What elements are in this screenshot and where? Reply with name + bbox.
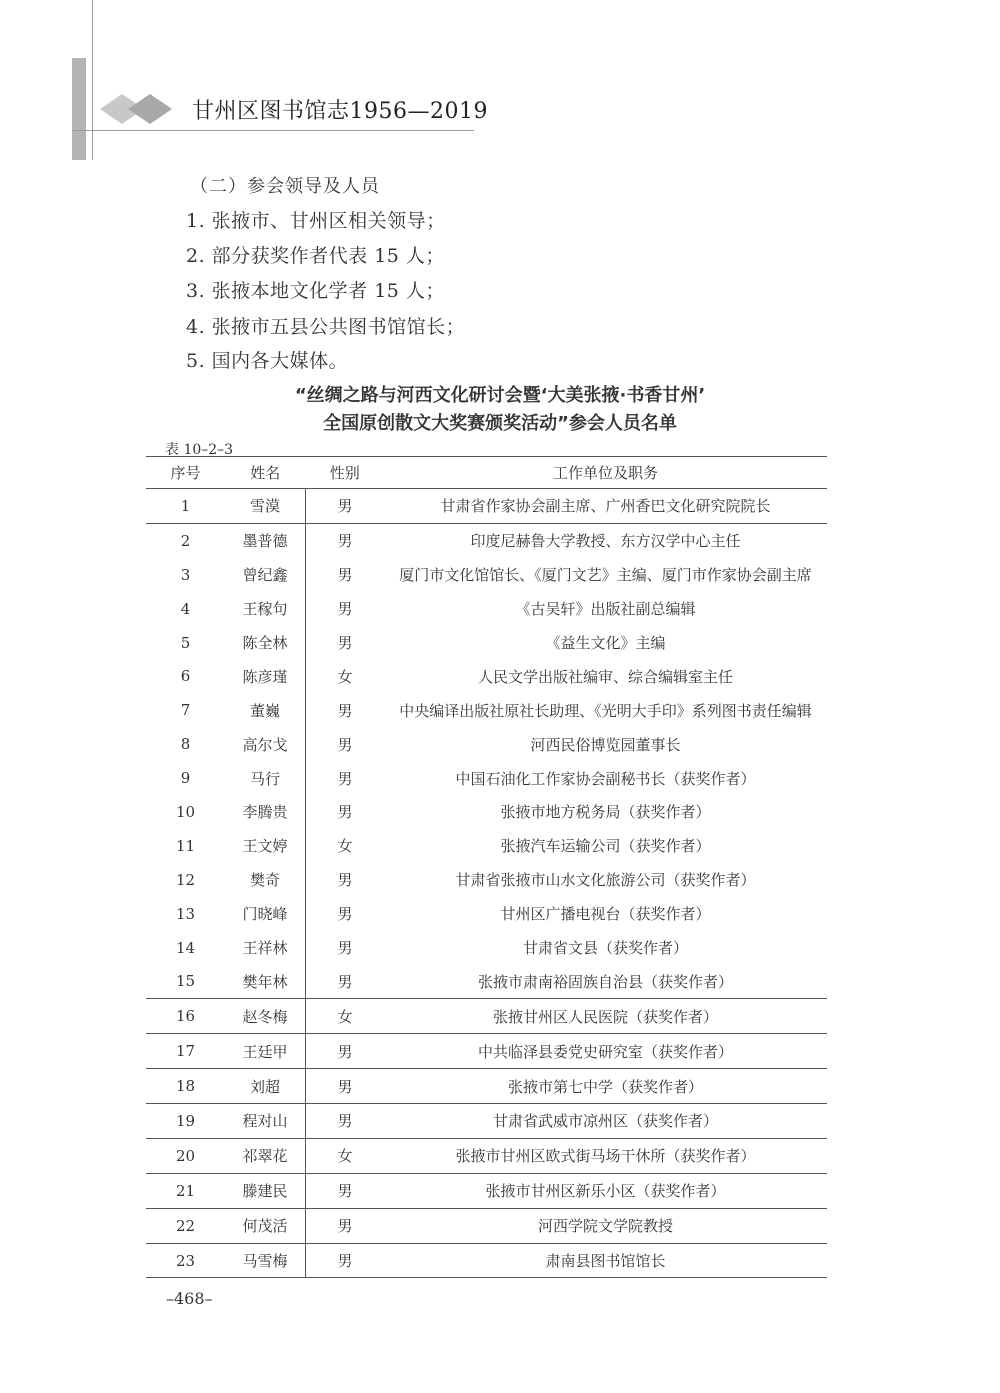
cell-gender: 男 bbox=[337, 939, 353, 958]
table-row bbox=[146, 659, 827, 693]
cell-number: 14 bbox=[175, 938, 196, 957]
cell-gender: 男 bbox=[337, 769, 353, 788]
list-item: 5. 国内各大媒体。 bbox=[186, 350, 349, 372]
table-row bbox=[146, 727, 827, 761]
cell-organization: 《古吴轩》出版社副总编辑 bbox=[515, 600, 696, 619]
header-horizontal-rule bbox=[72, 130, 474, 131]
table-title-line-2: 全国原创散文大奖赛颁奖活动”参会人员名单 bbox=[323, 413, 677, 434]
cell-organization: 河西民俗博览园董事长 bbox=[530, 735, 681, 754]
list-item: 4. 张掖市五县公共图书馆馆长； bbox=[186, 316, 466, 338]
table-row bbox=[146, 558, 827, 592]
cell-number: 1 bbox=[146, 489, 225, 524]
cell-organization: 中国石油化工作家协会副秘书长（获奖作者） bbox=[455, 769, 756, 788]
cell-number: 22 bbox=[146, 1208, 225, 1243]
cell-gender: 女 bbox=[306, 999, 385, 1034]
table-row bbox=[146, 1034, 827, 1069]
cell-gender: 男 bbox=[306, 489, 385, 524]
table-header-row bbox=[146, 457, 827, 489]
table-row bbox=[146, 795, 827, 829]
cell-organization: 甘肃省作家协会副主席、广州香巴文化研究院院长 bbox=[384, 489, 827, 524]
cell-organization: 厦门市文化馆馆长、《厦门文艺》主编、厦门市作家协会副主席 bbox=[399, 566, 812, 585]
cell-organization: 肃南县图书馆馆长 bbox=[384, 1243, 827, 1278]
cell-number: 13 bbox=[175, 904, 196, 923]
cell-name: 何茂活 bbox=[225, 1208, 306, 1243]
cell-name: 王文婷 bbox=[225, 829, 306, 863]
header-diamond-ornament bbox=[100, 92, 190, 126]
cell-name: 樊奇 bbox=[225, 863, 306, 897]
cell-organization: 张掖市地方税务局（获奖作者） bbox=[500, 803, 711, 822]
cell-organization: 人民文学出版社编审、综合编辑室主任 bbox=[477, 667, 733, 686]
cell-number: 19 bbox=[146, 1104, 225, 1139]
table-row bbox=[146, 1243, 827, 1278]
cell-gender: 男 bbox=[337, 735, 353, 754]
cell-name: 马雪梅 bbox=[225, 1243, 306, 1278]
cell-number: 2 bbox=[180, 531, 191, 550]
column-header-gender: 性别 bbox=[306, 457, 385, 489]
cell-organization: 张掖市第七中学（获奖作者） bbox=[384, 1069, 827, 1104]
cell-gender: 男 bbox=[337, 634, 353, 652]
cell-gender: 男 bbox=[306, 1208, 385, 1243]
cell-number: 4 bbox=[180, 599, 191, 618]
table-number-label: 表 10–2–3 bbox=[165, 442, 234, 458]
table-row bbox=[146, 1104, 827, 1139]
cell-name: 樊年林 bbox=[225, 964, 306, 998]
table-row bbox=[146, 693, 827, 727]
table-row bbox=[146, 1173, 827, 1208]
cell-number: 10 bbox=[175, 802, 196, 821]
table-row bbox=[146, 761, 827, 795]
table-row bbox=[146, 489, 827, 524]
column-header-organization: 工作单位及职务 bbox=[384, 457, 827, 489]
cell-organization: 中央编译出版社原社长助理、《光明大手印》系列图书责任编辑 bbox=[399, 701, 812, 720]
cell-gender: 女 bbox=[306, 1138, 385, 1173]
cell-organization: 甘州区广播电视台（获奖作者） bbox=[500, 905, 711, 924]
attendee-table bbox=[146, 456, 827, 1278]
column-header-name: 姓名 bbox=[225, 457, 306, 489]
cell-number: 21 bbox=[146, 1173, 225, 1208]
cell-number: 3 bbox=[180, 565, 191, 584]
cell-name: 曾纪鑫 bbox=[225, 558, 306, 592]
list-item: 3. 张掖本地文化学者 15 人； bbox=[186, 280, 445, 302]
cell-name: 王祥林 bbox=[225, 931, 306, 965]
cell-name: 王廷甲 bbox=[225, 1034, 306, 1069]
cell-gender: 男 bbox=[306, 964, 385, 998]
cell-number: 16 bbox=[146, 999, 225, 1034]
cell-number: 5 bbox=[180, 633, 191, 652]
table-row bbox=[146, 592, 827, 626]
cell-gender: 男 bbox=[337, 871, 353, 890]
table-row bbox=[146, 964, 827, 998]
cell-name: 董巍 bbox=[225, 693, 306, 727]
header-vertical-rule bbox=[92, 0, 93, 160]
cell-organization: 张掖市甘州区欧式街马场干休所（获奖作者） bbox=[384, 1138, 827, 1173]
cell-organization: 张掖甘州区人民医院（获奖作者） bbox=[384, 999, 827, 1034]
cell-organization: 张掖市肃南裕固族自治县（获奖作者） bbox=[384, 964, 827, 998]
cell-name: 刘超 bbox=[225, 1069, 306, 1104]
cell-gender: 男 bbox=[306, 1104, 385, 1139]
cell-number: 8 bbox=[180, 735, 191, 754]
cell-gender: 女 bbox=[337, 667, 353, 686]
cell-name: 滕建民 bbox=[225, 1173, 306, 1208]
table-row bbox=[146, 931, 827, 965]
column-header-number: 序号 bbox=[146, 457, 225, 489]
cell-number: 20 bbox=[146, 1138, 225, 1173]
cell-number: 11 bbox=[175, 836, 196, 855]
cell-number: 15 bbox=[146, 964, 225, 998]
cell-gender: 男 bbox=[337, 803, 353, 822]
cell-organization: 甘肃省文县（获奖作者） bbox=[522, 939, 688, 958]
cell-gender: 男 bbox=[337, 566, 353, 585]
cell-name: 墨普德 bbox=[225, 523, 306, 557]
cell-organization: 张掖汽车运输公司（获奖作者） bbox=[500, 837, 711, 856]
cell-name: 雪漠 bbox=[225, 489, 306, 524]
cell-number: 12 bbox=[175, 870, 196, 889]
cell-name: 马行 bbox=[225, 761, 306, 795]
table-row bbox=[146, 999, 827, 1034]
cell-gender: 男 bbox=[306, 1069, 385, 1104]
cell-name: 程对山 bbox=[225, 1104, 306, 1139]
table-title-line-1: “丝绸之路与河西文化研讨会暨‘大美张掖·书香甘州’ bbox=[294, 385, 706, 406]
cell-number: 6 bbox=[180, 667, 191, 686]
cell-gender: 男 bbox=[337, 600, 353, 619]
cell-name: 李腾贵 bbox=[225, 795, 306, 829]
cell-name: 王稼句 bbox=[225, 592, 306, 626]
header-gray-bar bbox=[72, 58, 86, 160]
cell-gender: 男 bbox=[306, 1173, 385, 1208]
cell-organization: 《益生文化》主编 bbox=[545, 634, 666, 652]
cell-organization: 中共临泽县委党史研究室（获奖作者） bbox=[384, 1034, 827, 1069]
page-number: –468– bbox=[166, 1289, 213, 1308]
cell-name: 高尔戈 bbox=[225, 727, 306, 761]
cell-name: 陈全林 bbox=[225, 626, 306, 660]
cell-number: 17 bbox=[146, 1034, 225, 1069]
cell-gender: 男 bbox=[337, 905, 353, 924]
cell-gender: 男 bbox=[306, 1034, 385, 1069]
table-row bbox=[146, 1138, 827, 1173]
cell-number: 9 bbox=[180, 769, 191, 788]
cell-organization: 甘肃省武威市凉州区（获奖作者） bbox=[384, 1104, 827, 1139]
cell-number: 23 bbox=[146, 1243, 225, 1278]
cell-gender: 男 bbox=[306, 1243, 385, 1278]
cell-number: 18 bbox=[146, 1069, 225, 1104]
table-row bbox=[146, 897, 827, 931]
cell-name: 祁翠花 bbox=[225, 1138, 306, 1173]
running-header-title: 甘州区图书馆志1956—2019 bbox=[192, 99, 488, 124]
cell-gender: 女 bbox=[337, 837, 353, 856]
table-row bbox=[146, 1069, 827, 1104]
cell-organization: 甘肃省张掖市山水文化旅游公司（获奖作者） bbox=[455, 871, 756, 890]
table-row bbox=[146, 1208, 827, 1243]
cell-name: 赵冬梅 bbox=[225, 999, 306, 1034]
cell-number: 7 bbox=[180, 701, 191, 720]
cell-name: 陈彦瑾 bbox=[225, 659, 306, 693]
cell-organization: 印度尼赫鲁大学教授、东方汉学中心主任 bbox=[470, 532, 741, 551]
table-body bbox=[146, 489, 827, 1278]
cell-organization: 河西学院文学院教授 bbox=[384, 1208, 827, 1243]
cell-gender: 男 bbox=[337, 701, 353, 720]
table-row bbox=[146, 626, 827, 660]
table-row bbox=[146, 523, 827, 557]
cell-name: 门晓峰 bbox=[225, 897, 306, 931]
cell-gender: 男 bbox=[337, 532, 353, 551]
table-row bbox=[146, 829, 827, 863]
list-item: 1. 张掖市、甘州区相关领导； bbox=[186, 210, 446, 232]
cell-organization: 张掖市甘州区新乐小区（获奖作者） bbox=[384, 1173, 827, 1208]
section-heading: （二）参会领导及人员 bbox=[190, 176, 380, 197]
table-row bbox=[146, 863, 827, 897]
list-item: 2. 部分获奖作者代表 15 人； bbox=[186, 245, 445, 267]
